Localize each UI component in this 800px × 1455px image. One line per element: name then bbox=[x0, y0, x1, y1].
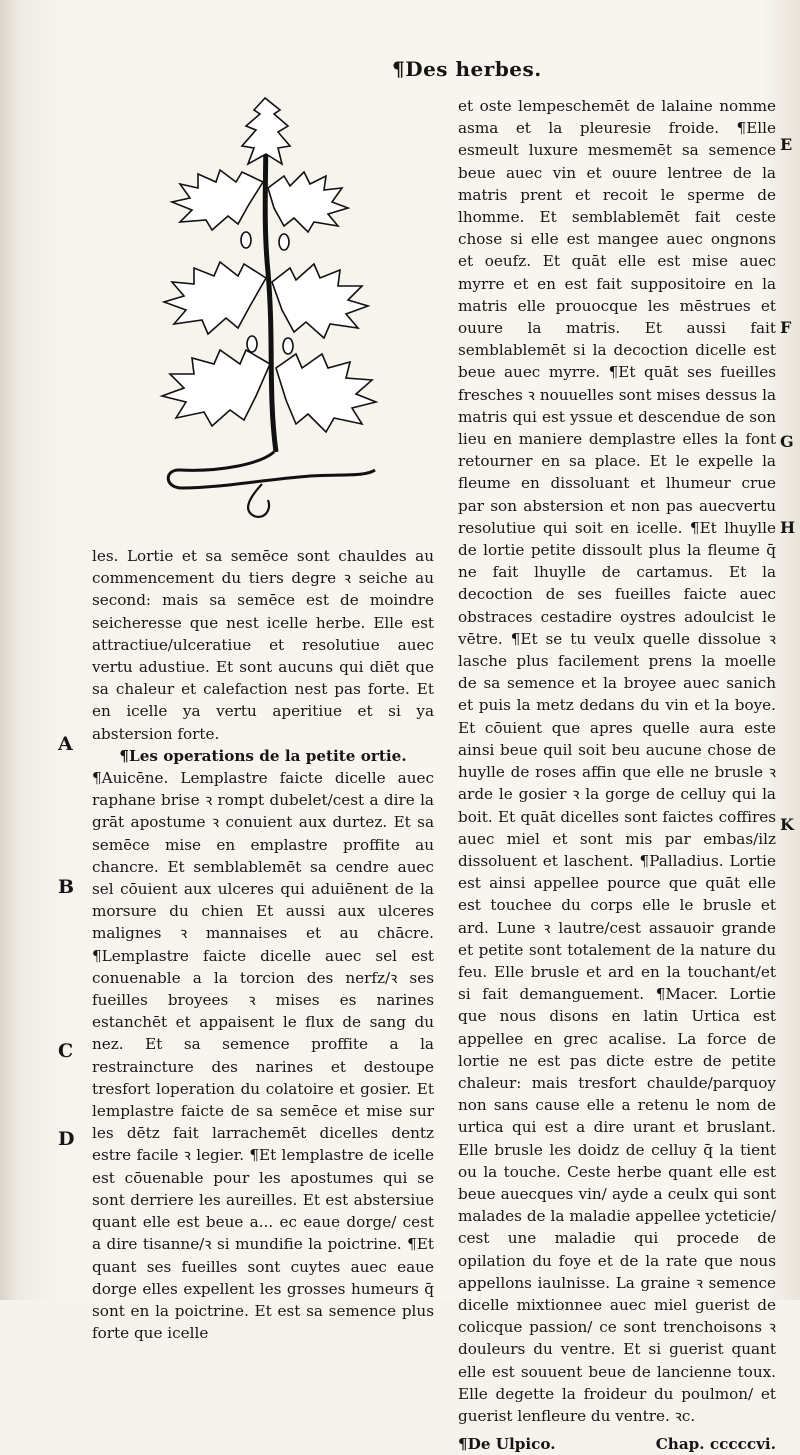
margin-letter-k: K bbox=[780, 815, 794, 834]
left-column-paragraph-2: ¶Auicēne. Lemplastre faicte dicelle auec raphane brise ꝛ rompt dubelet/cest a dire la grāt apostume ꝛ conuient aux durtez. Et sa semēce mise en emplastre proffite au chancre. Et semblablemēt sa cendre auec sel cōuient aux ulceres qui aduiēnent de la morsure du chien Et aussi aux ulceres malignes ꝛ mannaises et au chācre. ¶Lemplastre faicte dicelle auec sel est conuenable a la torcion des nerfz/ꝛ ses fueilles broyees ꝛ mises es narines estanchēt et appaisent le flux de sang du nez. Et sa semence proffite a la restraincture des narines et destoupe tresfort loperation du colatoire et gosier. Et lemplastre faicte de sa semēce et mise sur les dētz fait larrachemēt dicelles dentz estre facile ꝛ legier. ¶Et lemplastre de icelle est cōuenable pour les apostumes qui se sont derriere les aureilles. Et est abstersiue quant elle est beue a... ec eaue dorge/ cest a dire tisanne/ꝛ si mundifie la poictrine. ¶Et quant ses fueilles sont cuytes auec eaue dorge elles expellent les grosses humeurs q̄ sont en la poictrine. Et est sa semence plus forte que icelle bbox=[92, 769, 434, 1343]
margin-letter-a: A bbox=[58, 733, 73, 755]
margin-letter-g: G bbox=[780, 432, 794, 451]
left-column bbox=[92, 545, 434, 1344]
nettle-woodcut bbox=[150, 92, 390, 522]
margin-letter-f: F bbox=[780, 318, 792, 337]
chapter-number: Chap. cccccvi. bbox=[655, 1435, 776, 1454]
margin-letter-c: C bbox=[58, 1040, 74, 1062]
next-chapter-title: ¶De Ulpico. bbox=[458, 1435, 556, 1454]
chapter-footer bbox=[458, 1433, 776, 1455]
margin-letter-h: H bbox=[780, 518, 796, 537]
right-column bbox=[458, 95, 776, 1455]
right-column-paragraph: et oste lempeschemēt de lalaine nomme asma et la pleuresie froide. ¶Elle esmeult luxure mesmemēt sa semence beue auec vin et ouure lentree de la matris prent et recoit le sperme de lhomme. Et semblablemēt fait ceste chose si elle est mangee auec ongnons et oeufz. Et quāt elle est mise auec myrre et en est fait suppositoire en la matris elle prouocque les mēstrues et ouure la matris. Et aussi fait semblablemēt si la decoction dicelle est beue auec myrre. ¶Et quāt ses fueilles fresches ꝛ nouuelles sont mises dessus la matris qui est yssue et descendue de son lieu en maniere demplastre elles la font retourner en sa place. Et le expelle la fleume en dissoluant et lhumeur crue par son abstersion et non pas auecvertu resolutiue qui soit en icelle. ¶Et lhuylle de lortie petite dissoult plus la fleume q̄ ne fait lhuylle de cartamus. Et la decoction de ses fueilles faicte auec obstraces cestadire oystres adoulcist le vētre. ¶Et se tu veulx quelle dissolue ꝛ lasche plus facilement prens la moelle de sa semence et la broyee auec sanich et puis la metz dedans du vin et la boye. Et cōuient que apres quelle aura este ainsi beue quil soit beu aucune chose de huylle de roses affin que elle ne brusle ꝛ arde le gosier ꝛ la gorge de celluy qui la boit. Et quāt dicelles sont faictes coffires auec miel et sont mis par embas/ilz dissoluent et laschent. ¶Palladius. Lortie est ainsi appellee pource que quāt elle est touchee du corps elle le brusle et ard. Lune ꝛ lautre/cest assauoir grande et petite sont totalement de la nature du feu. Elle brusle et ard en la touchant/et si fait demanguement. ¶Macer. Lortie que nous disons en latin Urtica est appellee en grec acalise. La force de lortie ne est pas dicte estre de petite chaleur: mais tresfort chaulde/parquoy non sans cause elle a retenu le nom de urtica qui est a dire urant et bruslant. Elle brusle les doidz de celluy q̄ la tient ou la touche. Ceste herbe quant elle est beue auecques vin/ ayde a ceulx qui sont malades de la maladie appellee ycteticie/ cest une maladie qui procede de opilation du foye et de la rate que nous appellons iaulnisse. La graine ꝛ semence dicelle mixtionnee auec miel guerist de colicque passion/ ce sont trenchoisons ꝛ douleurs du ventre. Et si guerist quant elle est souuent beue de lancienne toux. Elle degette la froideur du poulmon/ et guerist lenfleure du ventre. ꝛc. bbox=[458, 97, 776, 1425]
margin-letter-d: D bbox=[58, 1128, 75, 1150]
margin-letter-b: B bbox=[58, 876, 75, 898]
margin-letter-e: E bbox=[780, 135, 793, 154]
section-title: ¶Les operations de la petite ortie. bbox=[119, 746, 407, 765]
left-column-paragraph: les. Lortie et sa semēce sont chauldes au commencement du tiers degre ꝛ seiche au second: mais sa semēce est de moindre seicheresse que nest icelle herbe. Elle est attractiue/ulceratiue et resolutiue auec vertu adustiue. Et sont aucuns qui diēt que sa chaleur et calefaction nest pas forte. Et en icelle ya vertu aperitiue et si ya abstersion forte. bbox=[92, 547, 434, 743]
page-header: ¶Des herbes. bbox=[392, 57, 542, 81]
